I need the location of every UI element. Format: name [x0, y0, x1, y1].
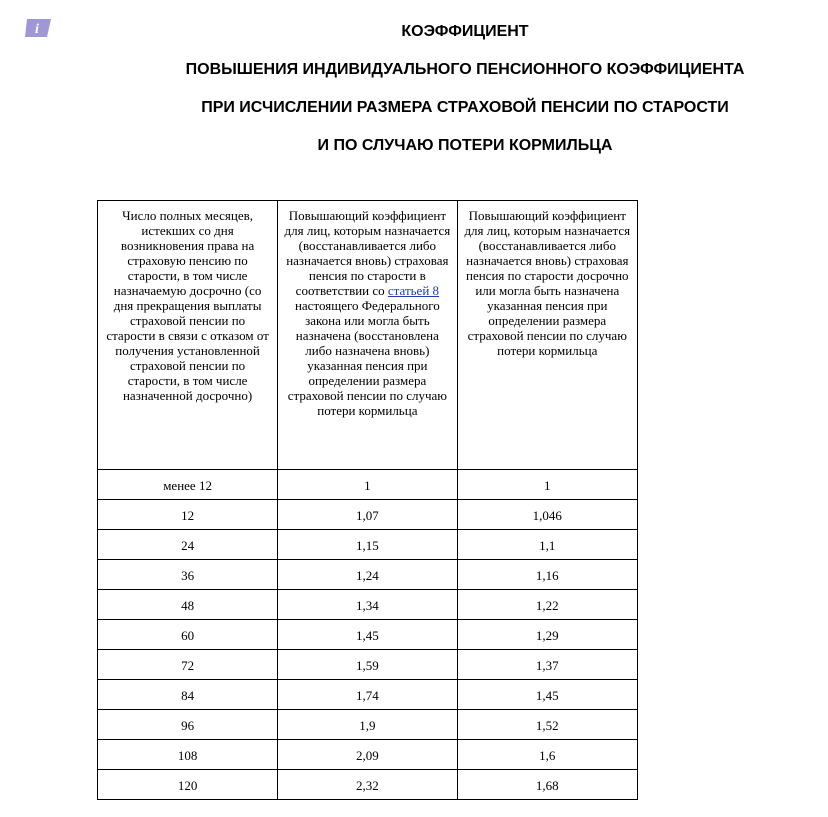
cell-months: 96	[98, 710, 278, 740]
table-row	[98, 500, 638, 530]
cell-coef-early: 1,68	[457, 770, 637, 800]
cell-coef-standard: 1,07	[278, 500, 457, 530]
cell-months: 12	[98, 500, 278, 530]
table-row	[98, 560, 638, 590]
cell-months: 36	[98, 560, 278, 590]
table-row	[98, 470, 638, 500]
coefficient-table	[97, 200, 638, 800]
cell-coef-early: 1,046	[457, 500, 637, 530]
article-8-link[interactable]: статьей 8	[387, 283, 440, 298]
cell-coef-early: 1,1	[457, 530, 637, 560]
cell-coef-early: 1,29	[457, 620, 637, 650]
cell-months: 24	[98, 530, 278, 560]
title-line-1: КОЭФФИЦИЕНТ	[401, 23, 529, 40]
cell-coef-early: 1,22	[457, 590, 637, 620]
cell-months: 84	[98, 680, 278, 710]
table-header-row	[98, 201, 638, 470]
cell-months: 120	[98, 770, 278, 800]
title-line-2: ПОВЫШЕНИЯ ИНДИВИДУАЛЬНОГО ПЕНСИОННОГО КОЭФФИЦИЕНТА	[185, 61, 745, 78]
cell-coef-standard: 2,32	[278, 770, 457, 800]
svg-text:i: i	[35, 22, 39, 37]
title-line-4: И ПО СЛУЧАЮ ПОТЕРИ КОРМИЛЬЦА	[317, 137, 613, 154]
header-months: Число полных месяцев, истекших со дня возникновения права на страховую пенсию по старости, в том числе назначаемую досрочно (со дня прекращения выплаты страховой пенсии по старости в связи с отказом от получения установленной страховой пенсии по старости, в том числе назначенной досрочно)	[98, 201, 278, 470]
header-coef-standard-text-1: Повышающий коэффициент для лиц, которым назначается (восстанавливается либо назначается вновь) страховая пенсия по старости в соответствии со	[284, 208, 451, 298]
cell-months: 60	[98, 620, 278, 650]
table-row	[98, 770, 638, 800]
header-coef-standard	[278, 201, 457, 470]
header-coef-standard-text-2: настоящего Федерального закона или могла быть назначена (восстановлена либо назначена вновь) указанная пенсия при определении размера страховой пенсии по случаю потери кормильца	[287, 298, 447, 418]
page-title	[100, 18, 828, 170]
cell-months: 72	[98, 650, 278, 680]
cell-coef-early: 1,6	[457, 740, 637, 770]
header-coef-early: Повышающий коэффициент для лиц, которым назначается (восстанавливается либо назначается вновь) страховая пенсия по старости досрочно или могла быть назначена указанная пенсия при определении размера страховой пенсии по случаю потери кормильца	[457, 201, 637, 470]
cell-months: менее 12	[98, 470, 278, 500]
table-row	[98, 620, 638, 650]
cell-coef-early: 1,45	[457, 680, 637, 710]
cell-coef-standard: 1,74	[278, 680, 457, 710]
title-line-3: ПРИ ИСЧИСЛЕНИИ РАЗМЕРА СТРАХОВОЙ ПЕНСИИ ПО СТАРОСТИ	[201, 99, 729, 116]
cell-months: 108	[98, 740, 278, 770]
table-row	[98, 530, 638, 560]
cell-coef-standard: 1,45	[278, 620, 457, 650]
table-row	[98, 710, 638, 740]
cell-coef-standard: 1,9	[278, 710, 457, 740]
cell-coef-standard: 2,09	[278, 740, 457, 770]
cell-coef-standard: 1,59	[278, 650, 457, 680]
table-row	[98, 590, 638, 620]
cell-coef-early: 1	[457, 470, 637, 500]
info-icon[interactable]	[24, 18, 52, 38]
table-row	[98, 740, 638, 770]
table-row	[98, 650, 638, 680]
cell-coef-standard: 1,15	[278, 530, 457, 560]
cell-coef-early: 1,16	[457, 560, 637, 590]
cell-months: 48	[98, 590, 278, 620]
cell-coef-early: 1,52	[457, 710, 637, 740]
cell-coef-early: 1,37	[457, 650, 637, 680]
table-row	[98, 680, 638, 710]
cell-coef-standard: 1,34	[278, 590, 457, 620]
cell-coef-standard: 1,24	[278, 560, 457, 590]
cell-coef-standard: 1	[278, 470, 457, 500]
